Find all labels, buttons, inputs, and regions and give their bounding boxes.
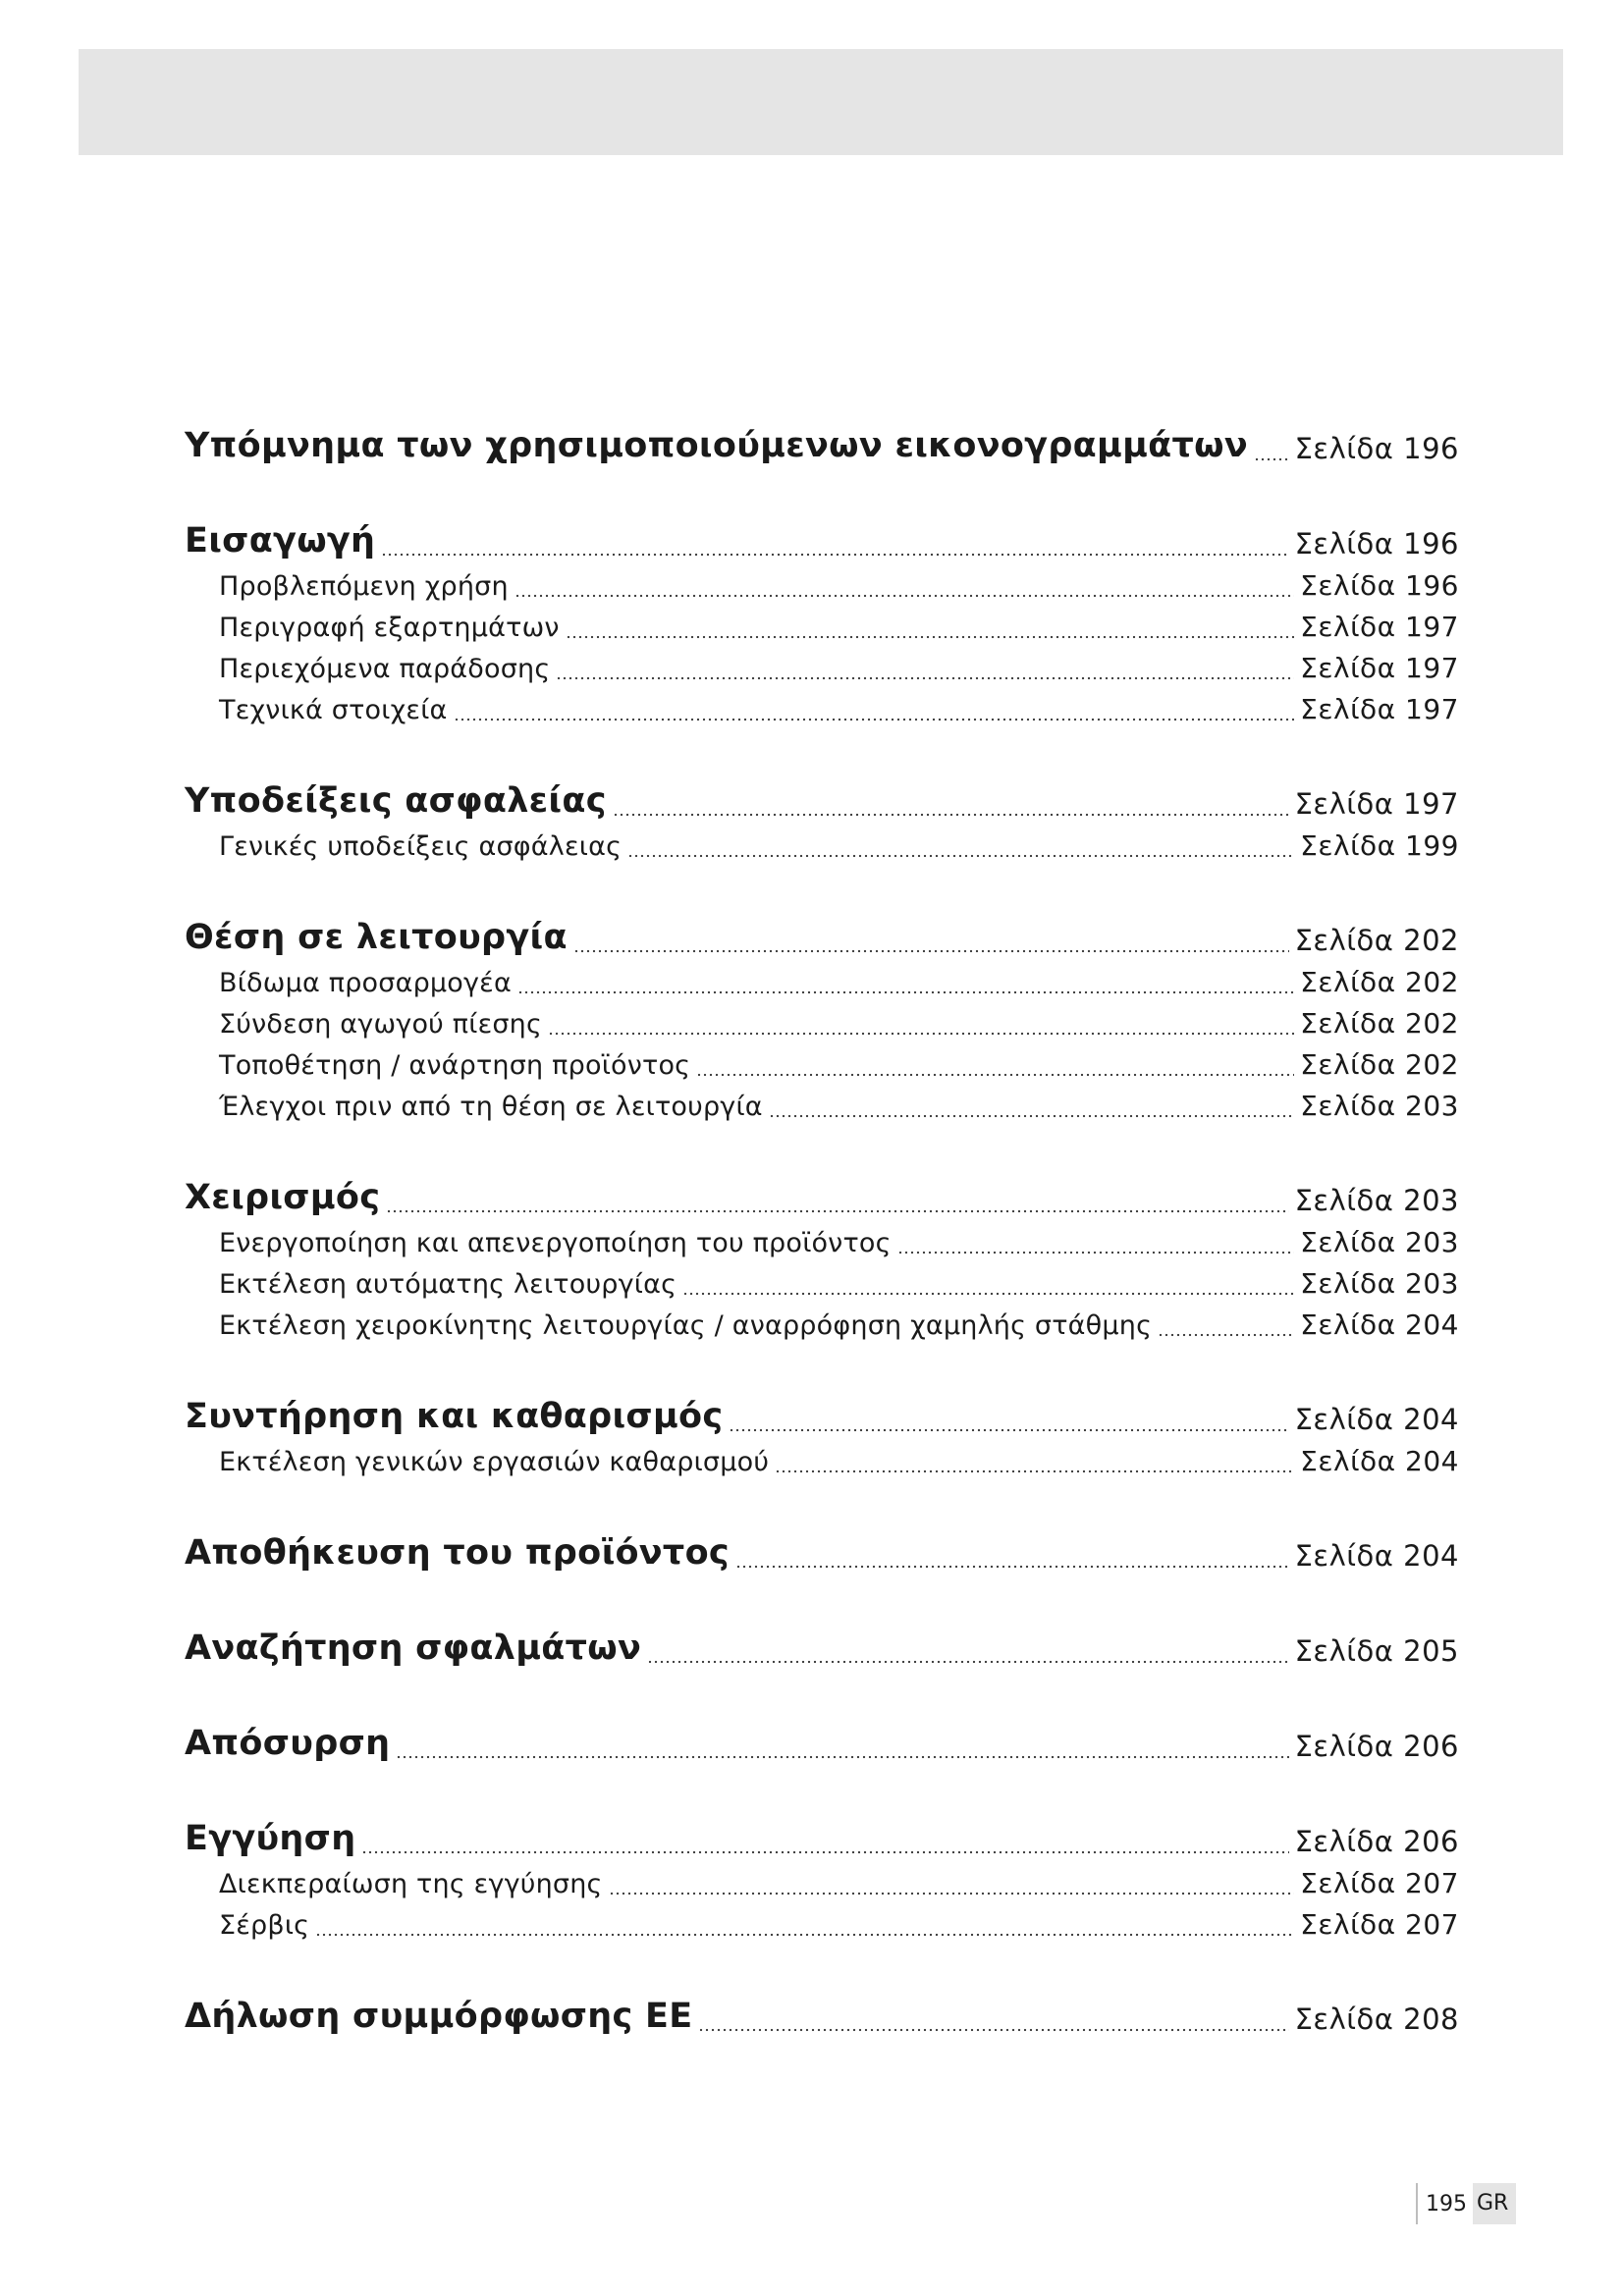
- page-prefix: Σελίδα: [1300, 1226, 1396, 1258]
- toc-page-ref: [1295, 527, 1459, 561]
- toc-section-title: Χειρισμός: [185, 1178, 381, 1217]
- page-number-ref: 197: [1405, 652, 1459, 684]
- dot-leader: [548, 1032, 1294, 1036]
- toc-entry-sub[interactable]: [185, 963, 1459, 1004]
- page-prefix: Σελίδα: [1300, 569, 1396, 602]
- toc-section-title: Εγγύηση: [185, 1819, 356, 1858]
- toc-entry-sub[interactable]: [185, 649, 1459, 690]
- dot-leader: [556, 676, 1294, 680]
- page-prefix: Σελίδα: [1300, 1867, 1396, 1899]
- page-prefix: Σελίδα: [1294, 1730, 1394, 1763]
- toc-entry-main[interactable]: [185, 1714, 1459, 1769]
- toc-section-title: Θέση σε λειτουργία: [185, 918, 568, 957]
- toc-page-ref: [1295, 1539, 1459, 1573]
- page-number-ref: 204: [1405, 1445, 1459, 1477]
- page-prefix: Σελίδα: [1294, 1539, 1394, 1573]
- toc-section: [185, 1168, 1459, 1347]
- page-number-ref: 196: [1405, 569, 1459, 602]
- dot-leader: [396, 1755, 1288, 1759]
- toc-page-ref: [1295, 2002, 1459, 2036]
- toc-entry-sub[interactable]: [185, 1087, 1459, 1128]
- toc-subsection-title: Ενεργοποίηση και απενεργοποίηση του προϊόντος: [219, 1228, 892, 1258]
- toc-entry-main[interactable]: [185, 511, 1459, 566]
- toc-page-ref: [1300, 611, 1459, 643]
- dot-leader: [897, 1251, 1294, 1255]
- page-number-ref: 197: [1405, 693, 1459, 725]
- toc-section-title: Υποδείξεις ασφαλείας: [185, 781, 607, 821]
- toc-section: [185, 1987, 1459, 2042]
- toc-subsection-title: Βίδωμα προσαρμογέα: [219, 968, 512, 998]
- toc-page-ref: [1300, 966, 1459, 998]
- page-number-ref: 204: [1405, 1308, 1459, 1341]
- toc-entry-sub[interactable]: [185, 1264, 1459, 1306]
- dot-leader: [566, 635, 1295, 639]
- toc-entry-main[interactable]: [185, 772, 1459, 827]
- dot-leader: [1158, 1333, 1294, 1337]
- toc-entry-sub[interactable]: [185, 1864, 1459, 1905]
- toc-section-title: Απόσυρση: [185, 1724, 391, 1763]
- toc-entry-main[interactable]: [185, 1809, 1459, 1864]
- page-number-ref: 197: [1405, 611, 1459, 643]
- toc-section-title: Εισαγωγή: [185, 521, 376, 561]
- dot-leader: [514, 594, 1294, 598]
- toc-entry-main[interactable]: [185, 416, 1459, 471]
- toc-entry-sub[interactable]: [185, 1306, 1459, 1347]
- page-number: 195: [1426, 2191, 1467, 2216]
- page-number-ref: 202: [1403, 924, 1459, 957]
- dot-leader: [386, 1209, 1288, 1213]
- toc-page-ref: [1300, 1308, 1459, 1341]
- page-prefix: Σελίδα: [1300, 693, 1396, 725]
- table-of-contents: [185, 416, 1459, 2082]
- toc-section: [185, 416, 1459, 471]
- dot-leader: [454, 718, 1295, 721]
- page-footer: [1416, 2183, 1516, 2224]
- toc-section: [185, 1619, 1459, 1674]
- dot-leader: [696, 1073, 1294, 1077]
- toc-section: [185, 1523, 1459, 1578]
- toc-page-ref: [1295, 1730, 1459, 1763]
- toc-subsection-title: Προβλεπόμενη χρήση: [219, 571, 509, 602]
- toc-entry-main[interactable]: [185, 1619, 1459, 1674]
- toc-page-ref: [1300, 652, 1459, 684]
- toc-entry-main[interactable]: [185, 1168, 1459, 1223]
- toc-page-ref: [1300, 829, 1459, 862]
- toc-section: [185, 1387, 1459, 1483]
- dot-leader: [647, 1660, 1288, 1664]
- toc-subsection-title: Τοποθέτηση / ανάρτηση προϊόντος: [219, 1050, 691, 1081]
- page-number-ref: 203: [1405, 1226, 1459, 1258]
- page-number-ref: 202: [1405, 1007, 1459, 1040]
- dot-leader: [315, 1933, 1294, 1937]
- page-prefix: Σελίδα: [1294, 1634, 1394, 1668]
- dot-leader: [735, 1565, 1289, 1569]
- toc-page-ref: [1300, 569, 1459, 602]
- toc-page-ref: [1300, 1048, 1459, 1081]
- toc-section: [185, 1809, 1459, 1947]
- toc-entry-sub[interactable]: [185, 1442, 1459, 1483]
- toc-section: [185, 511, 1459, 731]
- dot-leader: [769, 1114, 1294, 1118]
- dot-leader: [775, 1469, 1294, 1473]
- page-number-ref: 207: [1405, 1908, 1459, 1941]
- toc-page-ref: [1300, 1226, 1459, 1258]
- toc-page-ref: [1295, 1825, 1459, 1858]
- toc-subsection-title: Εκτέλεση γενικών εργασιών καθαρισμού: [219, 1447, 770, 1477]
- page-prefix: Σελίδα: [1300, 829, 1396, 862]
- page-number-ref: 196: [1403, 527, 1459, 561]
- language-code: GR: [1473, 2183, 1516, 2224]
- toc-subsection-title: Περιεχόμενα παράδοσης: [219, 654, 551, 684]
- toc-page-ref: [1300, 1867, 1459, 1899]
- toc-entry-sub[interactable]: [185, 827, 1459, 868]
- page-prefix: Σελίδα: [1300, 1908, 1396, 1941]
- toc-entry-sub[interactable]: [185, 690, 1459, 731]
- toc-subsection-title: Έλεγχοι πριν από τη θέση σε λειτουργία: [219, 1092, 763, 1122]
- toc-section: [185, 772, 1459, 868]
- page-prefix: Σελίδα: [1300, 1007, 1396, 1040]
- toc-page-ref: [1295, 787, 1459, 821]
- page-prefix: Σελίδα: [1300, 966, 1396, 998]
- toc-page-ref: [1295, 1403, 1459, 1436]
- toc-page-ref: [1300, 1445, 1459, 1477]
- toc-entry-main[interactable]: [185, 1987, 1459, 2042]
- toc-section: [185, 908, 1459, 1128]
- page-prefix: Σελίδα: [1300, 1267, 1396, 1300]
- toc-subsection-title: Τεχνικά στοιχεία: [219, 695, 448, 725]
- toc-section-title: Αναζήτηση σφαλμάτων: [185, 1629, 642, 1668]
- toc-entry-sub[interactable]: [185, 608, 1459, 649]
- page-prefix: Σελίδα: [1300, 611, 1396, 643]
- page-number-ref: 204: [1403, 1539, 1459, 1573]
- page-number-ref: 205: [1403, 1634, 1459, 1668]
- toc-subsection-title: Γενικές υποδείξεις ασφάλειας: [219, 831, 623, 862]
- toc-page-ref: [1295, 924, 1459, 957]
- toc-page-ref: [1300, 1267, 1459, 1300]
- page-prefix: Σελίδα: [1300, 1308, 1396, 1341]
- page-number-ref: 203: [1403, 1184, 1459, 1217]
- page-prefix: Σελίδα: [1294, 924, 1394, 957]
- toc-entry-sub[interactable]: [185, 1223, 1459, 1264]
- toc-entry-sub[interactable]: [185, 1045, 1459, 1087]
- toc-section-title: Υπόμνημα των χρησιμοποιούμενων εικονογραμμάτων: [185, 426, 1248, 465]
- toc-section: [185, 1714, 1459, 1769]
- footer-divider: [1416, 2183, 1418, 2224]
- page-number-ref: 206: [1403, 1730, 1459, 1763]
- page-number-ref: 202: [1405, 966, 1459, 998]
- page-prefix: Σελίδα: [1294, 432, 1394, 465]
- toc-page-ref: [1300, 1090, 1459, 1122]
- toc-section-title: Συντήρηση και καθαρισμός: [185, 1397, 724, 1436]
- dot-leader: [361, 1850, 1288, 1854]
- toc-section-title: Αποθήκευση του προϊόντος: [185, 1533, 730, 1573]
- page-prefix: Σελίδα: [1300, 652, 1396, 684]
- page-prefix: Σελίδα: [1294, 1825, 1394, 1858]
- page-prefix: Σελίδα: [1294, 1403, 1394, 1436]
- page-prefix: Σελίδα: [1294, 787, 1394, 821]
- toc-page-ref: [1300, 1007, 1459, 1040]
- toc-entry-sub[interactable]: [185, 1004, 1459, 1045]
- page-number-ref: 204: [1403, 1403, 1459, 1436]
- toc-subsection-title: Σέρβις: [219, 1910, 310, 1941]
- page-number-ref: 199: [1405, 829, 1459, 862]
- toc-page-ref: [1300, 1908, 1459, 1941]
- toc-subsection-title: Εκτέλεση αυτόματης λειτουργίας: [219, 1269, 677, 1300]
- dot-leader: [517, 990, 1294, 994]
- page-number-ref: 207: [1405, 1867, 1459, 1899]
- page-prefix: Σελίδα: [1300, 1090, 1396, 1122]
- toc-entry-main[interactable]: [185, 1387, 1459, 1442]
- dot-leader: [682, 1292, 1294, 1296]
- page-prefix: Σελίδα: [1294, 1184, 1394, 1217]
- header-bar: [79, 49, 1563, 155]
- page-prefix: Σελίδα: [1300, 1048, 1396, 1081]
- toc-subsection-title: Διεκπεραίωση της εγγύησης: [219, 1869, 603, 1899]
- page-number-ref: 196: [1403, 432, 1459, 465]
- page-prefix: Σελίδα: [1294, 2002, 1394, 2036]
- dot-leader: [698, 2028, 1288, 2032]
- toc-page-ref: [1300, 693, 1459, 725]
- toc-subsection-title: Σύνδεση αγωγού πίεσης: [219, 1009, 543, 1040]
- toc-entry-sub[interactable]: [185, 566, 1459, 608]
- toc-page-ref: [1295, 432, 1459, 465]
- page-prefix: Σελίδα: [1300, 1445, 1396, 1477]
- dot-leader: [627, 854, 1294, 858]
- toc-page-ref: [1295, 1634, 1459, 1668]
- dot-leader: [381, 553, 1288, 557]
- dot-leader: [1254, 457, 1289, 461]
- page-number-ref: 203: [1405, 1090, 1459, 1122]
- toc-entry-main[interactable]: [185, 908, 1459, 963]
- toc-subsection-title: Περιγραφή εξαρτημάτων: [219, 613, 560, 643]
- toc-entry-sub[interactable]: [185, 1905, 1459, 1947]
- page-number-ref: 202: [1405, 1048, 1459, 1081]
- page-number-ref: 203: [1405, 1267, 1459, 1300]
- page-prefix: Σελίδα: [1294, 527, 1394, 561]
- toc-entry-main[interactable]: [185, 1523, 1459, 1578]
- dot-leader: [609, 1892, 1295, 1896]
- dot-leader: [573, 949, 1289, 953]
- dot-leader: [729, 1428, 1288, 1432]
- toc-page-ref: [1295, 1184, 1459, 1217]
- page-number-ref: 206: [1403, 1825, 1459, 1858]
- toc-section-title: Δήλωση συμμόρφωσης ΕΕ: [185, 1997, 693, 2036]
- toc-subsection-title: Εκτέλεση χειροκίνητης λειτουργίας / αναρρόφηση χαμηλής στάθμης: [219, 1310, 1153, 1341]
- dot-leader: [613, 813, 1289, 817]
- page-number-ref: 197: [1403, 787, 1459, 821]
- page-number-ref: 208: [1403, 2002, 1459, 2036]
